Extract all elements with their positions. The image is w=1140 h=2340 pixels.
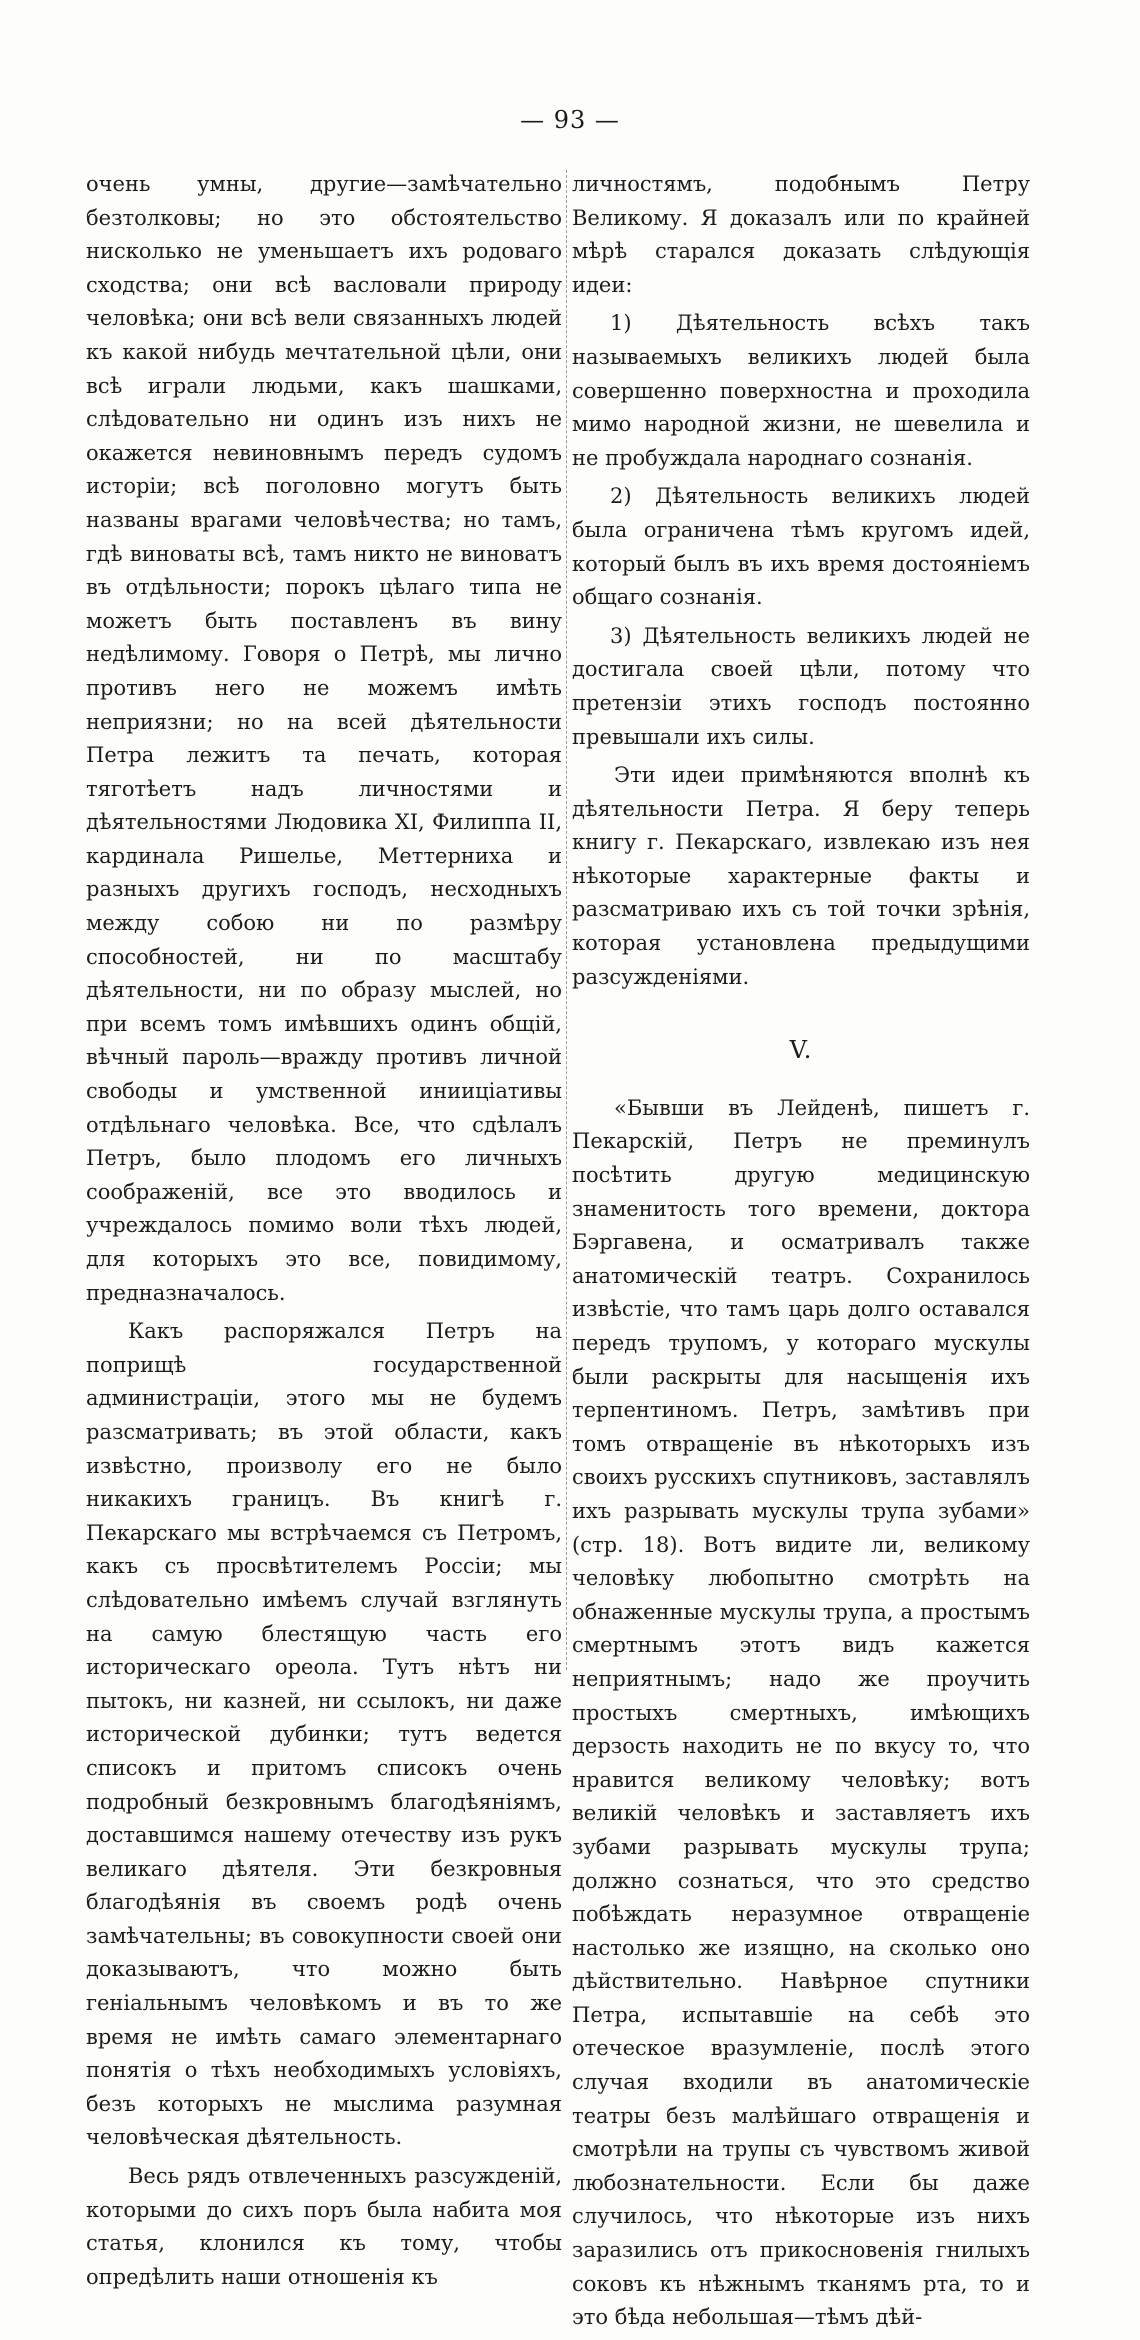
section-heading: V. <box>789 1036 813 1065</box>
right-column <box>572 168 1030 2340</box>
left-paragraph-2: Какъ распоряжался Петръ на поприщѣ государственной администраціи, этого мы не будемъ разсматривать; въ этой области, какъ извѣстно, произволу его не было никакихъ границъ. Въ книгѣ г. Пекарскаго мы встрѣчаемся съ Петромъ, какъ съ просвѣтителемъ Россіи; мы слѣдовательно имѣемъ случай взглянуть на самую блестящую часть его историческаго ореола. Тутъ нѣтъ ни пытокъ, ни казней, ни ссылокъ, ни даже исторической дубинки; тутъ ведется списокъ и притомъ списокъ очень подробный безкровнымъ благодѣяніямъ, доставшимся нашему отечеству изъ рукъ великаго дѣятеля. Эти безкровныя благодѣянія въ своемъ родѣ очень замѣчательны; въ совокупности своей они доказываютъ, что можно быть геніальнымъ человѣкомъ и въ то же время не имѣть самаго элементарнаго понятія о тѣхъ необходимыхъ условіяхъ, безъ которыхъ не мыслима разумная человѣческая дѣятельность. <box>86 1319 562 2150</box>
idea-3: 3) Дѣятельность великихъ людей не достигала своей цѣли, потому что претензіи этихъ господъ постоянно превышали ихъ силы. <box>572 623 1030 749</box>
idea-1: 1) Дѣятельность всѣхъ такъ называемыхъ великихъ людей была совершенно поверхностна и проходила мимо народной жизни, не шевелила и не пробуждала народнаго сознанія. <box>572 311 1030 470</box>
column-divider <box>566 170 567 1670</box>
right-intro: личностямъ, подобнымъ Петру Великому. Я доказалъ или по крайней мѣрѣ старался доказать слѣдующія идеи: <box>572 172 1030 297</box>
idea-2: 2) Дѣятельность великихъ людей была ограничена тѣмъ кругомъ идей, который былъ въ ихъ время достояніемъ общаго сознанія. <box>572 484 1030 610</box>
left-paragraph-1: очень умны, другие—замѣчательно безтолковы; но это обстоятельство нисколько не уменьшаетъ ихъ родоваго сходства; они всѣ васловали природу человѣка; они всѣ вели связанныхъ людей къ какой нибудь мечтательной цѣли, они всѣ играли людьми, какъ шашками, слѣдовательно ни одинъ изъ нихъ не окажется невиновнымъ передъ судомъ исторіи; всѣ поголовно могутъ быть названы врагами человѣчества; но тамъ, гдѣ виноваты всѣ, тамъ никто не виноватъ въ отдѣльности; порокъ цѣлаго типа не можетъ быть поставленъ въ вину недѣлимому. Говоря о Петрѣ, мы лично противъ него не можемъ имѣть неприязни; но на всей дѣятельности Петра лежитъ та печать, которая тяготѣетъ надъ личностями и дѣятельностями Людовика XI, Филиппа II, кардинала Ришелье, Меттерниха и разныхъ другихъ господъ, несходныхъ между собою ни по размѣру способностей, ни по масштабу дѣятельности, ни по образу мыслей, но при всемъ томъ имѣвшихъ одинъ общій, вѣчный пароль—вражду противъ личной свободы и умственной инииціативы отдѣльнаго человѣка. Все, что сдѣлалъ Петръ, было плодомъ его личныхъ соображеній, все это вводилось и учреждалось помимо воли тѣхъ людей, для которыхъ это все, повидимому, предназначалось. <box>86 172 562 1305</box>
section-paragraph: «Бывши въ Лейденѣ, пишетъ г. Пекарскій, Петръ не преминулъ посѣтить другую медицинскую знаменитость того времени, доктора Бэргавена, и осматривалъ также анатомическій театръ. Сохранилось извѣстіе, что тамъ царь долго оставался передъ трупомъ, у котораго мускулы были раскрыты для насыщенія ихъ терпентиномъ. Петръ, замѣтивъ при томъ отвращеніе въ нѣкоторыхъ изъ своихъ русскихъ спутниковъ, заставлялъ ихъ разрывать мускулы трупа зубами» (стр. 18). Вотъ видите ли, великому человѣку любопытно смотрѣть на обнаженные мускулы трупа, а простымъ смертнымъ этотъ видъ кажется неприятнымъ; надо же проучить простыхъ смертныхъ, имѣющихъ дерзость находить не по вкусу то, что нравится великому человѣку; вотъ великій человѣкъ и заставляетъ ихъ зубами разрывать мускулы трупа; должно сознаться, что это средство побѣждать неразумное отвращеніе настолько же изящно, на сколько оно дѣйствительно. Навѣрное спутники Петра, испытавшіе на себѣ это отеческое вразумленіе, послѣ этого случая входили въ анатомическіе театры безъ малѣйшаго отвращенія и смотрѣли на трупы съ чувствомъ живой любознательности. Если бы даже случилось, что нѣкоторые изъ нихъ заразились отъ прикосновенія гнилыхъ соковъ къ нѣжнымъ тканямъ рта, то и это бѣда небольшая—тѣмъ дѣй- <box>572 1095 1030 2330</box>
page-number: — 93 — <box>520 106 620 134</box>
left-column <box>86 168 562 2299</box>
after-ideas-paragraph: Эти идеи примѣняются вполнѣ къ дѣятельности Петра. Я беру теперь книгу г. Пекарскаго, извлекаю изъ нея нѣкоторые характерные факты и разсматриваю ихъ съ той точки зрѣнія, которая установлена предыдущими разсужденіями. <box>572 763 1030 989</box>
left-paragraph-3: Весь рядъ отвлеченныхъ разсужденій, которыми до сихъ поръ была набита моя статья, клонился къ тому, чтобы опредѣлить наши отношенія къ <box>86 2164 562 2289</box>
